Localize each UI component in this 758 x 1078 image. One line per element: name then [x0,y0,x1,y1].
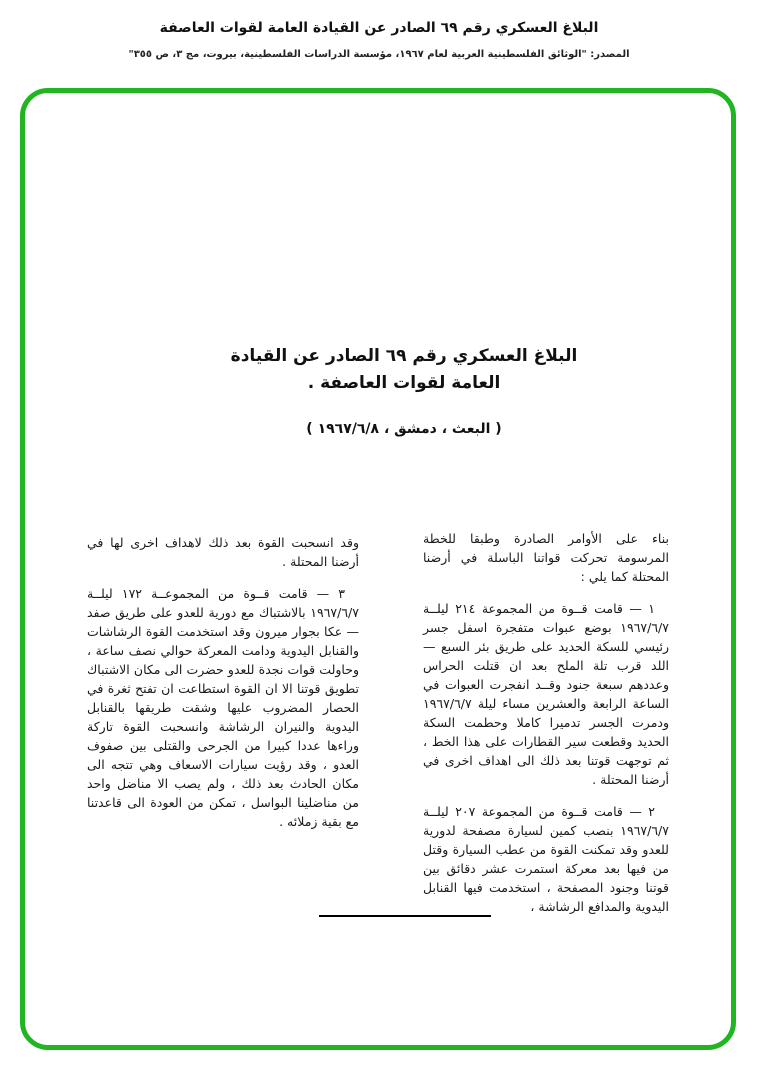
paragraph-item-2: ٢ — قامت قــوة من المجموعة ٢٠٧ ليلــة ١٩٦٧/٦/٧ بنصب كمين لسيارة مصفحة لدورية للعدو وقد تمكنت القوة من عطب السيارة وقتل من فيها بعد معركة استمرت عشر دقائق بين قوتنا وجنود المصفحة ، استخدمت فيها القنابل اليدوية والمدافع الرشاشة ، [423,804,669,914]
document-frame [20,88,736,1050]
page-header-title: البلاغ العسكري رقم ٦٩ الصادر عن القيادة العامة لقوات العاصفة [159,20,599,36]
document-title-line2: العامة لقوات العاصفة . [307,373,501,393]
footnote-divider-line [319,915,491,917]
document-title [204,343,604,397]
paragraph-item-1: ١ — قامت قــوة من المجموعة ٢١٤ ليلــة ١٩٦٧/٦/٧ بوضع عبوات متفجرة اسفل جسر رئيسي للسكة الحديد على طريق بئر السبع — اللد قرب تلة الملح بعد ان قتلت الحراس وعددهم سبعة جنود وقــد انفجرت العبوات في الساعة الرابعة والعشرين مساء ليلة ١٩٦٧/٦/٧ ودمرت الجسر تدميرا كاملا وحطمت السكة الحديد وقطعت سير القطارات على هذا الخط ، ثم توجهت قوتنا بعد ذلك الى اهداف اخرى في أرضنا المحتلة . [423,601,669,787]
paragraph-item-2-continuation: وقد انسحبت القوة بعد ذلك لاهداف اخرى لها في أرضنا المحتلة . [87,535,359,569]
document-title-line1: البلاغ العسكري رقم ٦٩ الصادر عن القيادة [230,346,578,366]
document-subtitle: ( البعث ، دمشق ، ١٩٦٧/٦/٨ ) [306,421,502,437]
page-header-source: المصدر: "الوثائق الفلسطينية العربية لعام ١٩٦٧، مؤسسة الدراسات الفلسطينية، بيروت، مج ٣، ص ٣٥٥" [128,49,630,60]
paragraph-item-3: ٣ — قامت قــوة من المجموعــة ١٧٢ ليلــة ١٩٦٧/٦/٧ بالاشتباك مع دورية للعدو على طريق صفد — عكا بجوار ميرون وقد استخدمت القوة الرشاشات والقنابل اليدوية ودامت المعركة حوالي نصف ساعة ، وحاولت قوات نجدة للعدو حضرت الى مكان الاشتباك تطويق قوتنا الا ان القوة استطاعت ان تفتح ثغرة في الحصار المضروب عليها وشقت طريقها بالقنابل اليدوية والنيران الرشاشة وانسحبت القوة تاركة وراءها عددا كبيرا من الجرحى والقتلى بين صفوف العدو ، وقد رؤيت سيارات الاسعاف وهي تتجه الى مكان الحادث بعد ذلك ، ولم يصب الا مناضل واحد من مناضلينا البواسل ، تمكن من العودة الى قاعدتنا مع بقية زملائه . [87,586,359,829]
paragraph-intro: بناء على الأوامر الصادرة وطبقا للخطة المرسومة تحركت قواتنا الباسلة في أرضنا المحتلة كما يلي : [423,531,669,584]
text-column-right [423,529,669,929]
text-column-left [87,533,359,844]
